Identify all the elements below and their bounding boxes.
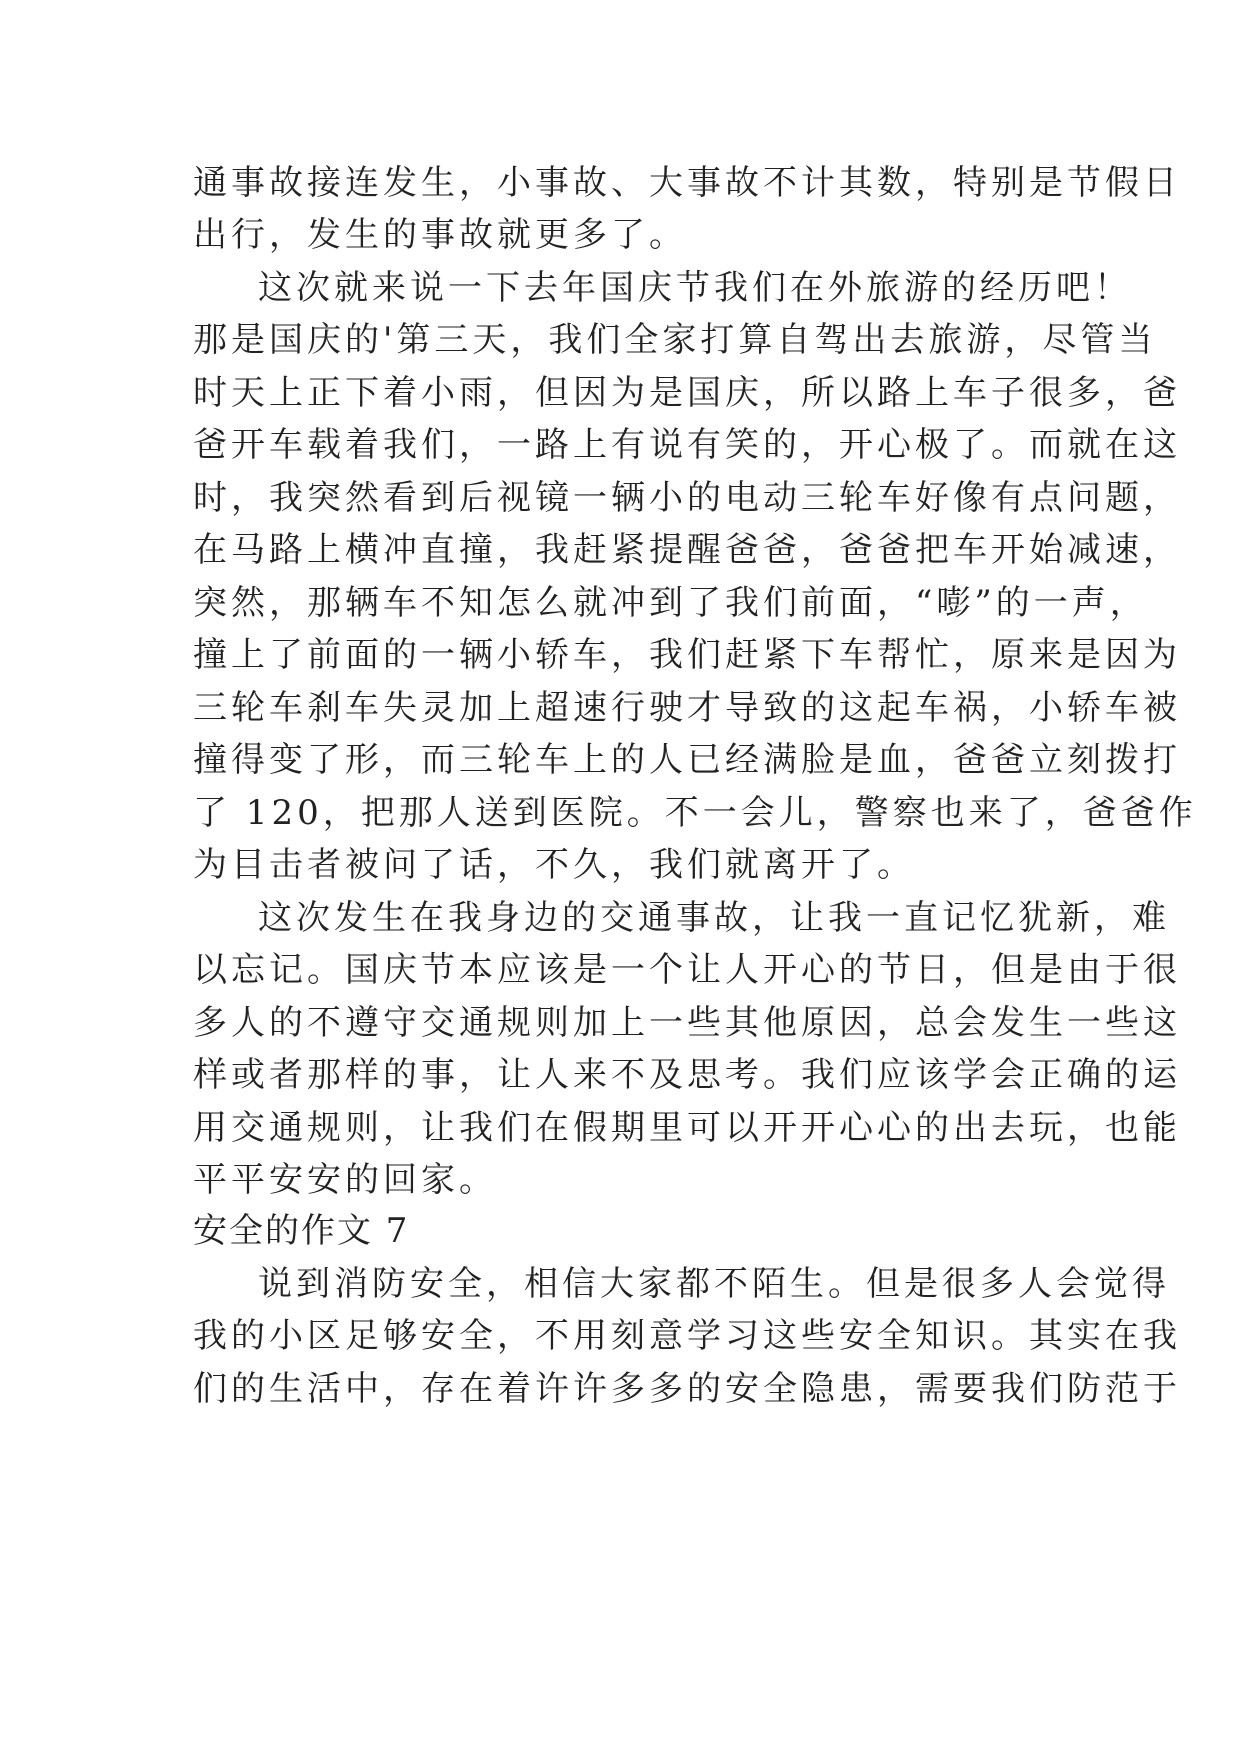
paragraph-line: 说到消防安全，相信大家都不陌生。但是很多人会觉得 bbox=[258, 1264, 1170, 1304]
paragraph-line: 多人的不遵守交通规则加上一些其他原因，总会发生一些这 bbox=[193, 1003, 1181, 1043]
section-heading: 安全的作文 7 bbox=[193, 1211, 410, 1251]
paragraph-line: 们的生活中，存在着许许多多的安全隐患，需要我们防范于 bbox=[193, 1369, 1181, 1409]
paragraph-line: 这次发生在我身边的交通事故，让我一直记忆犹新，难 bbox=[258, 898, 1170, 938]
paragraph-line: 通事故接连发生，小事故、大事故不计其数，特别是节假日 bbox=[193, 163, 1181, 203]
paragraph-line: 样或者那样的事，让人来不及思考。我们应该学会正确的运 bbox=[193, 1055, 1181, 1095]
paragraph-line: 在马路上横冲直撞，我赶紧提醒爸爸，爸爸把车开始减速， bbox=[193, 530, 1181, 570]
paragraph-line: 撞上了前面的一辆小轿车，我们赶紧下车帮忙，原来是因为 bbox=[193, 635, 1181, 675]
paragraph-line: 为目击者被问了话，不久，我们就离开了。 bbox=[193, 845, 915, 885]
paragraph-line: 了 120，把那人送到医院。不一会儿，警察也来了，爸爸作 bbox=[193, 793, 1197, 833]
paragraph-line: 撞得变了形，而三轮车上的人已经满脸是血，爸爸立刻拨打 bbox=[193, 740, 1181, 780]
paragraph-line: 突然，那辆车不知怎么就冲到了我们前面，“嘭”的一声， bbox=[193, 583, 1148, 623]
paragraph-line: 平平安安的回家。 bbox=[193, 1160, 497, 1200]
paragraph-line: 三轮车刹车失灵加上超速行驶才导致的这起车祸，小轿车被 bbox=[193, 688, 1181, 728]
paragraph-line: 我的小区足够安全，不用刻意学习这些安全知识。其实在我 bbox=[193, 1316, 1181, 1356]
paragraph-line: 爸开车载着我们，一路上有说有笑的，开心极了。而就在这 bbox=[193, 425, 1181, 465]
paragraph-line: 以忘记。国庆节本应该是一个让人开心的节日，但是由于很 bbox=[193, 950, 1181, 990]
paragraph-line: 时，我突然看到后视镜一辆小的电动三轮车好像有点问题， bbox=[193, 478, 1181, 518]
paragraph-line: 这次就来说一下去年国庆节我们在外旅游的经历吧！ bbox=[258, 268, 1132, 308]
paragraph-line: 那是国庆的'第三天，我们全家打算自驾出去旅游，尽管当 bbox=[193, 320, 1157, 360]
paragraph-line: 时天上正下着小雨，但因为是国庆，所以路上车子很多，爸 bbox=[193, 373, 1181, 413]
paragraph-line: 用交通规则，让我们在假期里可以开开心心的出去玩，也能 bbox=[193, 1108, 1181, 1148]
paragraph-line: 出行，发生的事故就更多了。 bbox=[193, 215, 687, 255]
